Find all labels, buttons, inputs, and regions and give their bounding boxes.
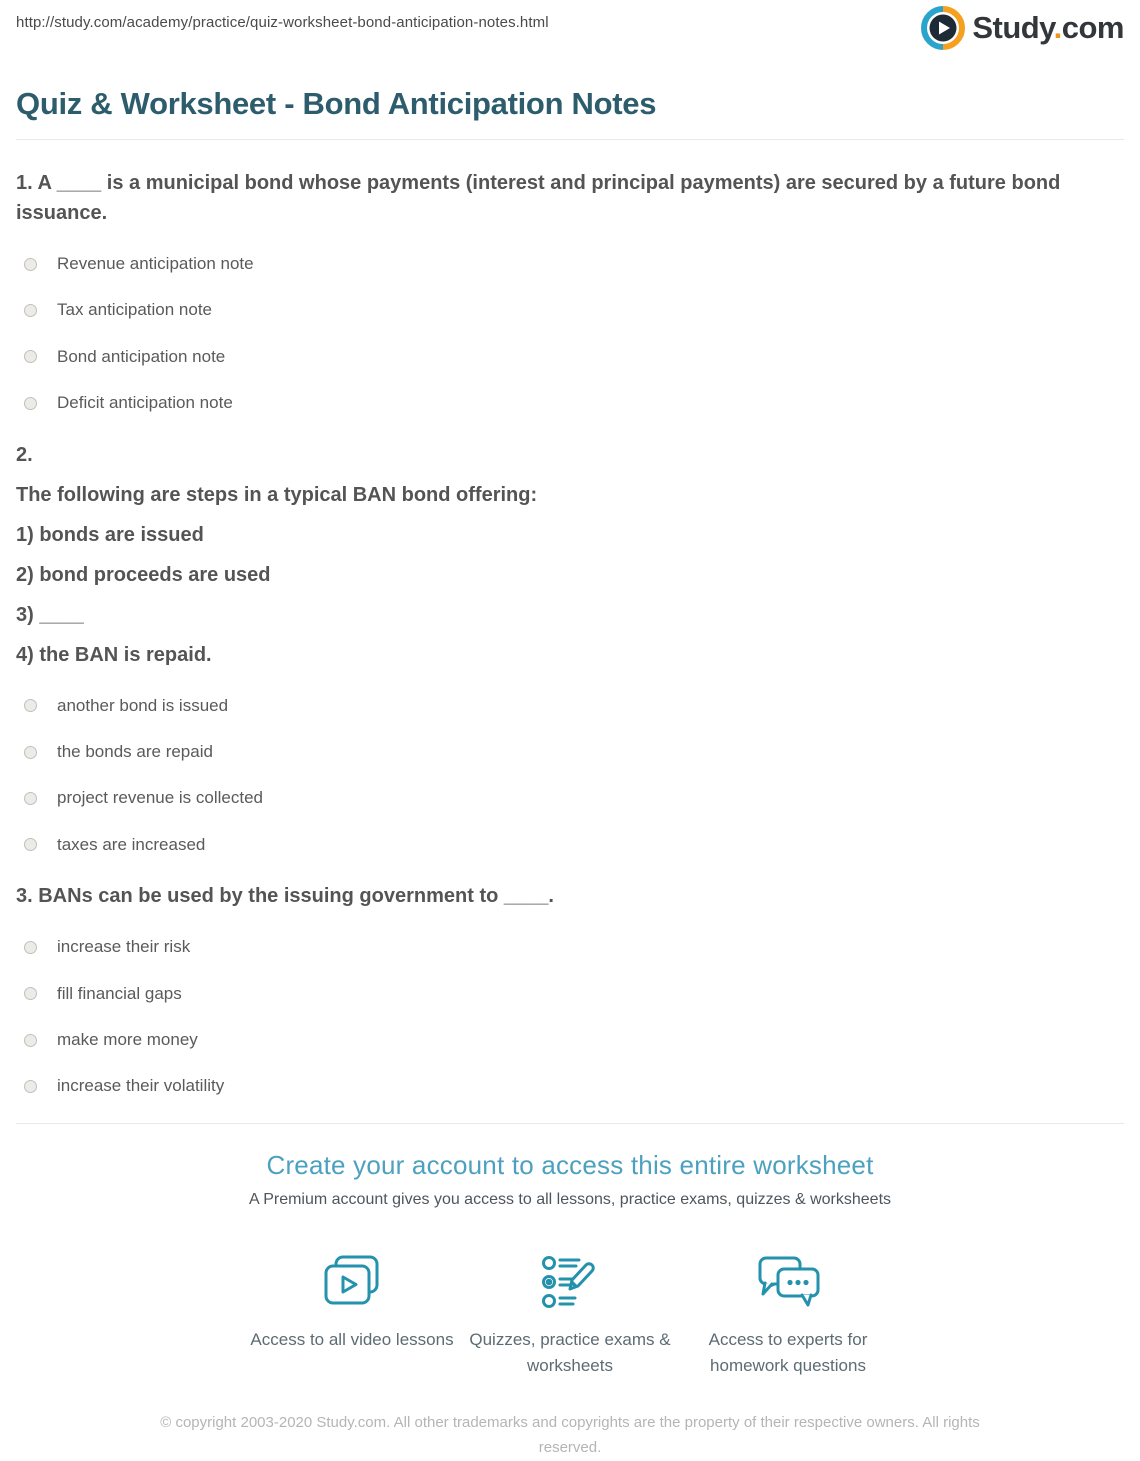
option-label: Deficit anticipation note [57,393,233,413]
answer-option[interactable] [24,835,1124,855]
question-text: The following are steps in a typical BAN bond offering: [16,483,538,506]
option-label: Revenue anticipation note [57,254,254,273]
answer-option[interactable] [24,937,1124,957]
studycom-play-icon [921,6,965,50]
answer-option[interactable] [24,1030,1124,1050]
answer-option[interactable] [24,347,1124,367]
question-text: 3. BANs can be used by the issuing government to ____. [16,885,554,908]
question-text: 2. [16,443,33,466]
question-block [16,881,1124,1097]
option-label: increase their volatility [57,1076,225,1096]
radio-button-icon[interactable] [24,258,37,271]
feature-item [679,1251,897,1380]
radio-button-icon[interactable] [24,987,37,1000]
copyright-text: © copyright 2003-2020 Study.com. All other trademarks and copyrights are the property of their respective owners. All rights reserved. [160,1414,980,1457]
quizzes-worksheets-icon [461,1251,679,1315]
footer-divider [16,1123,1124,1124]
radio-button-icon[interactable] [24,746,37,759]
cta-subtitle: A Premium account gives you access to all lessons, practice exams, quizzes & worksheets [248,1190,892,1208]
options-list [16,238,1124,414]
feature-item [243,1251,461,1353]
video-lessons-icon [243,1251,461,1315]
radio-button-icon[interactable] [24,350,37,363]
question-text: 4) the BAN is repaid. [16,643,212,666]
cta-title: Create your account to access this entire worksheet [266,1149,874,1180]
question-text: 2) bond proceeds are used [16,563,271,586]
radio-button-icon[interactable] [24,699,37,712]
option-label: make more money [57,1029,198,1049]
answer-option[interactable] [24,1076,1124,1096]
question-text: 1) bonds are issued [16,523,204,546]
radio-button-icon[interactable] [24,397,37,410]
page-header [0,0,1140,62]
option-label: Tax anticipation note [57,300,212,320]
radio-button-icon[interactable] [24,792,37,805]
feature-label: Access to all video lessons [250,1329,454,1349]
option-label: increase their risk [57,937,191,957]
worksheet-main [0,86,1140,1097]
radio-button-icon[interactable] [24,1080,37,1093]
radio-button-icon[interactable] [24,304,37,317]
answer-option[interactable] [24,696,1124,716]
feature-item [461,1251,679,1380]
question-text: 3) ____ [16,603,84,626]
option-label: project revenue is collected [57,788,264,808]
options-list [16,680,1124,856]
homework-experts-icon [679,1251,897,1315]
answer-option[interactable] [24,788,1124,808]
page-url: http://study.com/academy/practice/quiz-worksheet-bond-anticipation-notes.html [16,14,549,31]
features-row [0,1251,1140,1380]
option-label: Bond anticipation note [57,346,226,366]
feature-label: Quizzes, practice exams & worksheets [469,1329,671,1376]
signup-footer [0,1123,1140,1461]
answer-option[interactable] [24,300,1124,320]
option-label: another bond is issued [57,695,229,715]
radio-button-icon[interactable] [24,1034,37,1047]
answer-option[interactable] [24,984,1124,1004]
question-block [16,168,1124,414]
answer-option[interactable] [24,254,1124,274]
radio-button-icon[interactable] [24,838,37,851]
option-label: the bonds are repaid [57,741,213,761]
feature-label: Access to experts for homework questions [708,1329,868,1376]
answer-option[interactable] [24,393,1124,413]
question-text: 1. A ____ is a municipal bond whose payments (interest and principal payments) are secured by a future bond issuance. [16,172,1061,224]
title-divider [16,139,1124,140]
answer-option[interactable] [24,742,1124,762]
option-label: fill financial gaps [57,983,182,1003]
options-list [16,921,1124,1097]
radio-button-icon[interactable] [24,941,37,954]
question-block [16,440,1124,856]
studycom-logo[interactable] [921,6,1124,50]
option-label: taxes are increased [57,834,206,854]
page-title: Quiz & Worksheet - Bond Anticipation Notes [16,86,657,121]
questions-section [16,168,1124,1097]
studycom-logo-text: Study.com [972,10,1124,45]
